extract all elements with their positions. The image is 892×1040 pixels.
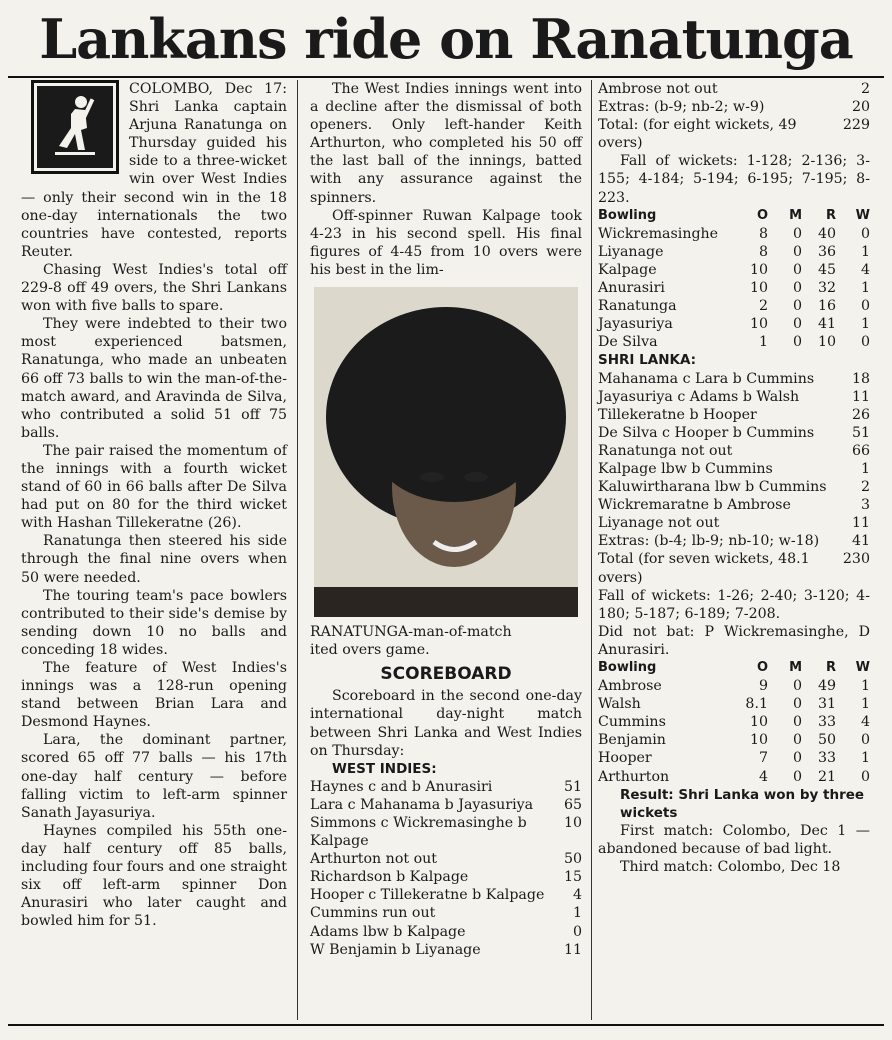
- bowling-r: 45: [817, 261, 836, 278]
- bowling-header: Bowling: [598, 660, 657, 675]
- bowling-row: [598, 695, 870, 713]
- score-row: [310, 904, 582, 922]
- bowler-name: Anurasiri: [598, 280, 665, 297]
- bowling-o: 8: [758, 225, 768, 242]
- first-match-note: First match: Colombo, Dec 1 — abandoned because of bad light.: [598, 822, 870, 857]
- score-row: [598, 550, 870, 586]
- article-paragraph: Haynes compiled his 55th one-day half century off 85 balls, including four fours and one straight six off left-arm spinner Don Anurasiri who later caught and bowled him for 51.: [21, 822, 287, 930]
- continuation-text: ited overs game.: [310, 642, 430, 659]
- bowling-r: 33: [817, 750, 836, 767]
- bowling-o: 10: [749, 316, 768, 333]
- bowling-w: 0: [860, 334, 870, 351]
- batsman-entry: Lara c Mahanama b Jayasuriya: [310, 796, 534, 813]
- scoreboard-intro: Scoreboard in the second one-day international day-night match between Shri Lanka and West Indies on Thursday:: [310, 688, 582, 759]
- runs-value: 51: [851, 424, 870, 441]
- bowler-name: Benjamin: [598, 732, 666, 749]
- bowling-m: 0: [792, 225, 802, 242]
- bowling-row: [598, 279, 870, 297]
- bowling-row: [598, 677, 870, 695]
- bowling-w: 1: [860, 243, 870, 260]
- runs-value: 0: [572, 923, 582, 940]
- score-row: [310, 814, 582, 850]
- bowling-o: 10: [749, 732, 768, 749]
- shri-lanka-fall-of-wickets: Fall of wickets: 1-26; 2-40; 3-120; 4-180; 5-187; 6-189; 7-208.: [598, 587, 870, 622]
- overs-header: O: [756, 660, 768, 675]
- batsman-entry: Ranatunga not out: [598, 442, 733, 459]
- bowler-name: Liyanage: [598, 243, 664, 260]
- top-rule: [8, 76, 884, 78]
- runs-value: 66: [851, 442, 870, 459]
- score-row: [598, 388, 870, 406]
- batsman-entry: Ambrose not out: [598, 81, 718, 97]
- batsman-entry: Kaluwirtharana lbw b Cummins: [598, 479, 827, 496]
- bowling-o: 1: [758, 334, 768, 351]
- batsman-entry: Simmons c Wickremasinghe b Kalpage: [310, 814, 527, 850]
- bowling-r: 16: [817, 298, 836, 315]
- bowling-row: [598, 713, 870, 731]
- bowling-m: 0: [792, 298, 802, 315]
- logo-box: [31, 80, 119, 174]
- bottom-rule: [8, 1024, 884, 1026]
- batsman-entry: Richardson b Kalpage: [310, 869, 469, 886]
- score-row: [310, 796, 582, 814]
- bowling-w: 1: [860, 750, 870, 767]
- bowling-w: 4: [860, 714, 870, 731]
- runs-value: 1: [572, 905, 582, 922]
- bowling-r: 40: [817, 225, 836, 242]
- column-1: [21, 80, 287, 930]
- article-paragraph: The pair raised the momentum of the innings with a fourth wicket stand of 60 in 66 balls after De Silva had put on 80 for the third wicket with Hashan Tillekeratne (26).: [21, 442, 287, 532]
- column-divider: [297, 80, 298, 1020]
- runs-value: 4: [572, 887, 582, 904]
- score-row: [598, 478, 870, 496]
- overs-header: O: [756, 207, 768, 223]
- article-paragraph: Lara, the dominant partner, scored 65 off 77 balls — his 17th one-day half century — before falling victim to left-arm spinner Sanath Jayasuriya.: [21, 732, 287, 821]
- score-row: [310, 778, 582, 796]
- west-indies-batting: [310, 778, 582, 959]
- article-paragraph: The touring team's pace bowlers contributed to their side's demise by sending down 10 no balls and conceding 18 wides.: [21, 587, 287, 658]
- runs-value: 41: [851, 533, 870, 550]
- did-not-bat: Did not bat: P Wickremasinghe, D Anurasiri.: [598, 623, 870, 658]
- bowling-o: 10: [749, 280, 768, 297]
- batsman-entry: Haynes c and b Anurasiri: [310, 778, 493, 795]
- score-row: [310, 850, 582, 868]
- runs-value: 65: [563, 796, 582, 813]
- bowling-m: 0: [792, 334, 802, 351]
- bowling-o: 4: [758, 768, 768, 785]
- bowler-name: Ambrose: [598, 678, 662, 695]
- bowling-w: 0: [860, 225, 870, 242]
- shri-lanka-batting: [598, 370, 870, 587]
- bowling-row: [598, 297, 870, 315]
- bowling-r: 31: [817, 696, 836, 713]
- bowling-row: [598, 243, 870, 261]
- runs-value: 18: [851, 370, 870, 387]
- article-body: [21, 80, 287, 930]
- article-paragraph: The feature of West Indies's innings was a 128-run opening stand between Brian Lara and Desmond Haynes.: [21, 660, 287, 731]
- score-row: [598, 442, 870, 460]
- batsman-entry: Liyanage not out: [598, 515, 720, 532]
- cricket-batsman-icon: [37, 86, 113, 168]
- score-row: [598, 514, 870, 532]
- bowler-name: Wickremasinghe: [598, 225, 719, 242]
- runs-header: R: [825, 207, 836, 223]
- west-indies-bowling-table: [598, 659, 870, 786]
- ranatunga-photo: [314, 287, 578, 617]
- runs-value: 20: [851, 99, 870, 116]
- score-row: [598, 98, 870, 116]
- batsman-entry: Tillekeratne b Hooper: [598, 406, 757, 423]
- article-paragraph: The West Indies innings went into a decline after the dismissal of both openers. Only left-hander Keith Arthurton, who completed his 50 off the last ball of the innings, batted with any assurance against the spinners.: [310, 81, 582, 206]
- bowling-o: 8.1: [745, 696, 768, 713]
- batsman-entry: Adams lbw b Kalpage: [310, 923, 466, 940]
- bowling-m: 0: [792, 678, 802, 695]
- west-indies-fall-of-wickets: Fall of wickets: 1-128; 2-136; 3-155; 4-184; 5-194; 6-195; 7-195; 8-223.: [598, 153, 870, 206]
- bowling-w: 0: [860, 768, 870, 785]
- article-paragraph: Off-spinner Ruwan Kalpage took 4-23 in his second spell. His final figures of 4-45 from 10 overs were his best in the lim-: [310, 207, 582, 278]
- bowling-r: 21: [817, 768, 836, 785]
- runs-value: 11: [563, 941, 582, 958]
- batsman-entry: Total (for seven wickets, 48.1 overs): [598, 551, 810, 586]
- bowling-o: 10: [749, 261, 768, 278]
- bowling-header: Bowling: [598, 207, 657, 223]
- bowling-m: 0: [792, 243, 802, 260]
- bowling-o: 8: [758, 243, 768, 260]
- batsman-entry: Cummins run out: [310, 905, 436, 922]
- article-paragraph: Chasing West Indies's total off 229-8 off 49 overs, the Shri Lankans won with five balls to spare.: [21, 261, 287, 315]
- bowling-r: 49: [817, 678, 836, 695]
- score-row: [598, 116, 870, 152]
- score-row: [598, 532, 870, 550]
- maidens-header: M: [789, 660, 802, 675]
- runs-header: R: [825, 660, 836, 675]
- runs-value: 229: [842, 117, 870, 134]
- runs-value: 51: [563, 778, 582, 795]
- wickets-header: W: [855, 660, 870, 675]
- bowling-w: 1: [860, 280, 870, 297]
- match-result: Result: Shri Lanka won by three wickets: [620, 786, 865, 821]
- maidens-header: M: [789, 207, 802, 223]
- bowling-w: 1: [860, 316, 870, 333]
- bowling-o: 9: [758, 678, 768, 695]
- bowling-r: 50: [817, 732, 836, 749]
- score-row: [598, 80, 870, 98]
- article-paragraph: COLOMBO, Dec 17: Shri Lanka captain Arjuna Ranatunga on Thursday guided his side to a three-wicket win over West Indies — only their second win in the 18 one-day internationals the two countries have contested, reports Reuter.: [21, 81, 287, 260]
- article-paragraph: Ranatunga then steered his side through the final nine overs when 50 were needed.: [21, 533, 287, 586]
- score-row: [598, 424, 870, 442]
- bowling-r: 33: [817, 714, 836, 731]
- bowling-m: 0: [792, 768, 802, 785]
- wickets-header: W: [855, 207, 870, 223]
- bowler-name: Jayasuriya: [598, 316, 673, 333]
- west-indies-heading: WEST INDIES:: [332, 760, 437, 777]
- bowling-o: 2: [758, 298, 768, 315]
- batsman-entry: Extras: (b-9; nb-2; w-9): [598, 99, 765, 116]
- runs-value: 11: [851, 515, 870, 532]
- bowling-row: [598, 261, 870, 279]
- bowling-w: 0: [860, 298, 870, 315]
- bowling-row: [598, 333, 870, 351]
- runs-value: 3: [860, 497, 870, 514]
- bowling-r: 36: [817, 243, 836, 260]
- bowling-row: [598, 315, 870, 333]
- headline: Lankans ride on Ranatunga: [39, 7, 853, 71]
- batsman-entry: Hooper c Tillekeratne b Kalpage: [310, 887, 545, 904]
- column-3: [598, 80, 870, 876]
- bowler-name: Walsh: [598, 696, 641, 713]
- bowling-m: 0: [792, 732, 802, 749]
- photo-caption: RANATUNGA-man-of-match: [310, 624, 512, 641]
- bowler-name: Hooper: [598, 750, 652, 767]
- runs-value: 26: [851, 406, 870, 423]
- article-paragraph: They were indebted to their two most experienced batsmen, Ranatunga, who made an unbeaten 66 off 73 balls to win the man-of-the-match award, and Aravinda de Silva, who contributed a solid 51 off 75 balls.: [21, 316, 287, 441]
- bowling-m: 0: [792, 316, 802, 333]
- bowler-name: Arthurton: [598, 768, 670, 785]
- runs-value: 230: [842, 551, 870, 568]
- score-row: [310, 923, 582, 941]
- runs-value: 10: [563, 814, 582, 831]
- score-row: [310, 868, 582, 886]
- bowling-o: 7: [758, 750, 768, 767]
- bowling-r: 32: [817, 280, 836, 297]
- bowling-m: 0: [792, 280, 802, 297]
- third-match-note: Third match: Colombo, Dec 18: [620, 859, 841, 876]
- bowling-m: 0: [792, 261, 802, 278]
- batsman-entry: Kalpage lbw b Cummins: [598, 460, 773, 477]
- bowling-w: 1: [860, 678, 870, 695]
- batsman-entry: Wickremaratne b Ambrose: [598, 497, 791, 514]
- score-row: [598, 370, 870, 388]
- west-indies-batting-tail: [598, 80, 870, 152]
- bowling-m: 0: [792, 696, 802, 713]
- score-row: [310, 886, 582, 904]
- bowling-r: 10: [817, 334, 836, 351]
- shri-lanka-bowling-table: [598, 207, 870, 352]
- score-row: [310, 941, 582, 959]
- column-2: [310, 80, 582, 959]
- bowling-row: [598, 749, 870, 767]
- bowling-row: [598, 731, 870, 749]
- score-row: [598, 460, 870, 478]
- article-body-continued: [310, 80, 582, 279]
- score-row: [598, 406, 870, 424]
- bowling-r: 41: [817, 316, 836, 333]
- score-row: [598, 496, 870, 514]
- bowler-name: Ranatunga: [598, 298, 677, 315]
- bowling-o: 10: [749, 714, 768, 731]
- column-divider: [591, 80, 592, 1020]
- shri-lanka-heading: SHRI LANKA:: [598, 352, 697, 369]
- runs-value: 2: [860, 81, 870, 97]
- bowler-name: Kalpage: [598, 261, 657, 278]
- bowling-row: [598, 225, 870, 243]
- runs-value: 11: [851, 388, 870, 405]
- batsman-entry: De Silva c Hooper b Cummins: [598, 424, 815, 441]
- bowling-row: [598, 768, 870, 786]
- bowling-m: 0: [792, 750, 802, 767]
- runs-value: 50: [563, 851, 582, 868]
- runs-value: 15: [563, 869, 582, 886]
- batsman-entry: W Benjamin b Liyanage: [310, 941, 481, 958]
- batsman-entry: Jayasuriya c Adams b Walsh: [598, 388, 800, 405]
- scoreboard-title: SCOREBOARD: [380, 664, 512, 685]
- bowler-name: De Silva: [598, 334, 658, 351]
- batsman-entry: Total: (for eight wickets, 49 overs): [598, 117, 797, 152]
- batsman-entry: Mahanama c Lara b Cummins: [598, 370, 815, 387]
- bowling-w: 1: [860, 696, 870, 713]
- runs-value: 1: [860, 460, 870, 477]
- bowling-w: 0: [860, 732, 870, 749]
- batsman-entry: Arthurton not out: [310, 851, 437, 868]
- batsman-entry: Extras: (b-4; lb-9; nb-10; w-18): [598, 533, 820, 550]
- runs-value: 2: [860, 479, 870, 496]
- bowler-name: Cummins: [598, 714, 666, 731]
- bowling-m: 0: [792, 714, 802, 731]
- bowling-w: 4: [860, 261, 870, 278]
